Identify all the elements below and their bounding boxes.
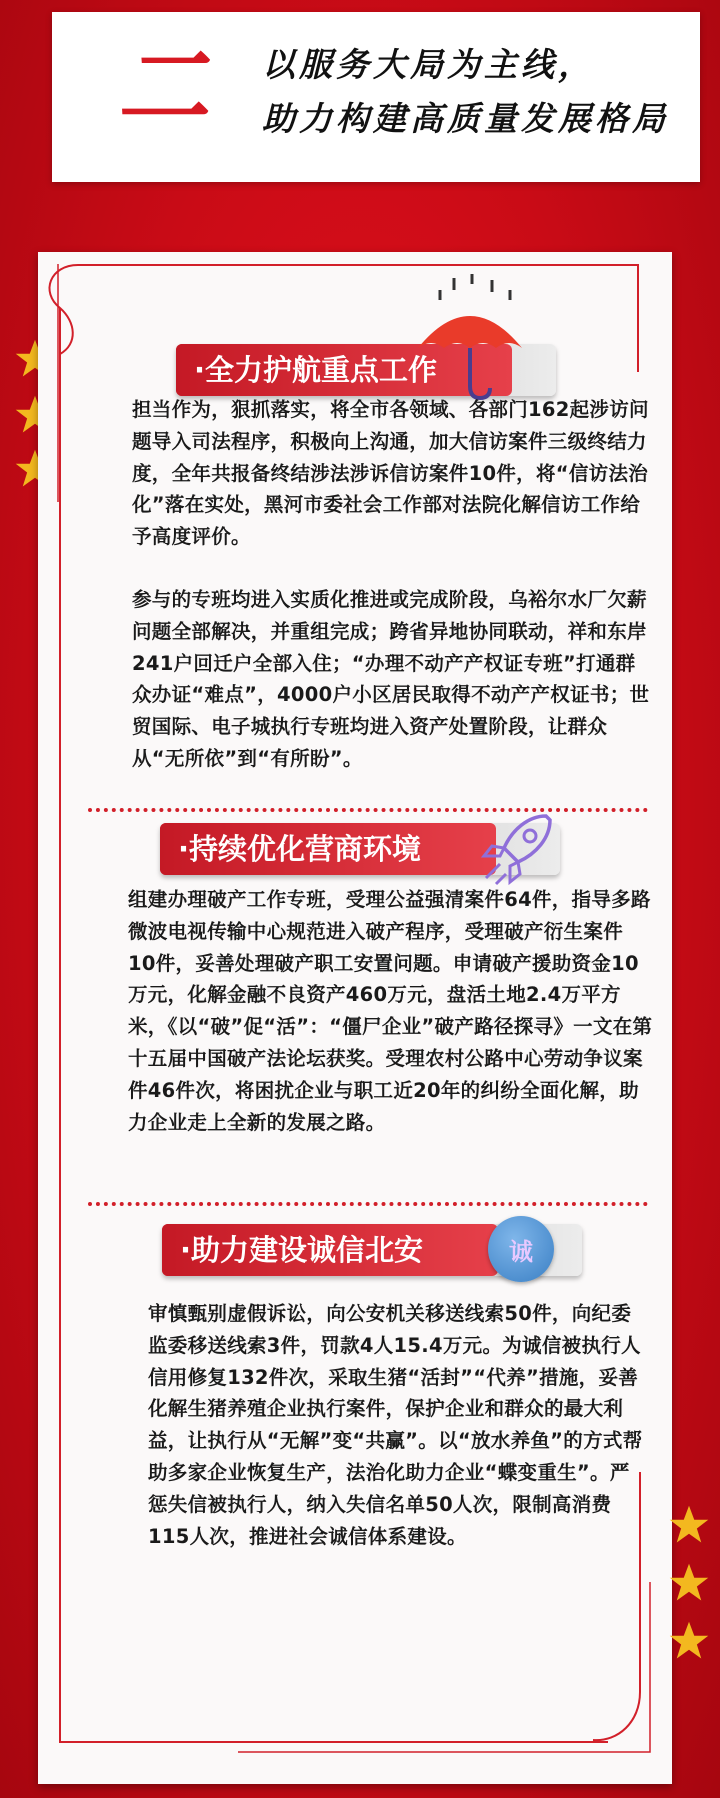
star-icon [668,1562,710,1604]
section-1-paragraph-2: 参与的专班均进入实质化推进或完成阶段，乌裕尔水厂欠薪问题全部解决，并重组完成；跨省异地协同联动，祥和东岸241户回迁户全部入住；“办理不动产产权证专班”打通群众办证“难点”，4000户小区居民取得不动产产权证书；世贸国际、电子城执行专班均进入资产处置阶段，让群众从“无所依”到“有所盼”。 [132,588,650,770]
content-card [38,252,672,1784]
header-panel [52,12,700,182]
star-icon [668,1504,710,1546]
section-1-title: ·全力护航重点工作 [176,344,512,396]
section-2-paragraph-1: 组建办理破产工作专班，受理公益强清案件64件，指导多路微波电视传输中心规范进入破产程序，受理破产衍生案件 10件，妥善处理破产职工安置问题。申请破产援助资金10万元，化解金融不良资产460万元，盘活土地2.4万平方米，《以“破”促“活”：“僵尸企业”破产路径探寻》一文在第十五届中国破产法论坛获奖。受理农村公路中心劳动争议案件46件次，将困扰企业与职工近20年的纠纷全面化解，助力企业走上全新的发展之路。 [128,888,653,1134]
section-divider [88,1202,648,1206]
integrity-badge-label: 诚 [509,1237,533,1266]
section-divider [88,808,648,812]
section-numeral: 二 [112,33,228,141]
umbrella-icon [410,274,528,404]
section-3-title: ·助力建设诚信北安 [162,1224,498,1276]
integrity-badge-icon [488,1216,554,1282]
page-title-line-2: 助力构建高质量发展格局 [262,99,669,138]
section-1-paragraph-1: 担当作为，狠抓落实，将全市各领域、各部门162起涉访问题导入司法程序，积极向上沟通，加大信访案件三级终结力度，全年共报备终结涉法涉诉信访案件10件，将“信访法治化”落在实处，黑河市委社会工作部对法院化解信访工作给予高度评价。 [132,398,649,549]
star-icon [668,1620,710,1662]
section-2-title: ·持续优化营商环境 [160,823,496,875]
rocket-icon [476,808,560,890]
section-3-paragraph-1: 审慎甄别虚假诉讼，向公安机关移送线索50件，向纪委监委移送线索3件，罚款4人15.4万元。为诚信被执行人信用修复132件次，采取生猪“活封”“代养”措施，妥善化解生猪养殖企业执行案件，保护企业和群众的最大利益，让执行从“无解”变“共赢”。以“放水养鱼”的方式帮助多家企业恢复生产，法治化助力企业“蝶变重生”。严惩失信被执行人，纳入失信名单50人次，限制高消费115人次，推进社会诚信体系建设。 [148,1302,643,1548]
page-title-line-1: 以服务大局为主线， [262,45,595,84]
page-title [262,38,692,146]
